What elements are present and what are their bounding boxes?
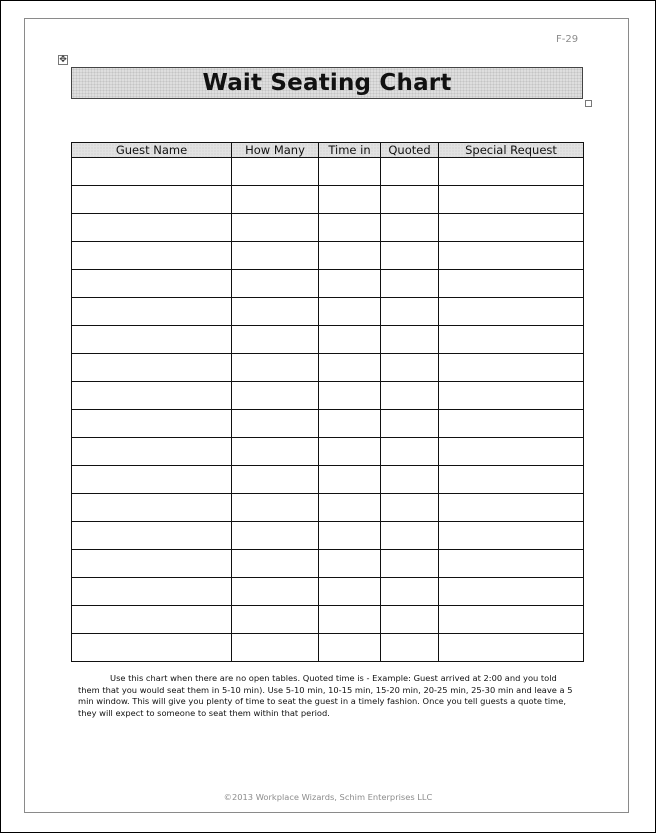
table-cell-guest-name[interactable] xyxy=(72,326,232,354)
copyright-footer: ©2013 Workplace Wizards, Schim Enterprises LLC xyxy=(223,792,433,802)
table-cell-quoted[interactable] xyxy=(381,578,439,606)
table-cell-guest-name[interactable] xyxy=(72,158,232,186)
column-header-time-in: Time in xyxy=(319,143,381,158)
table-cell-how-many[interactable] xyxy=(232,606,319,634)
table-cell-time-in[interactable] xyxy=(319,494,381,522)
table-cell-guest-name[interactable] xyxy=(72,242,232,270)
table-row xyxy=(72,382,584,410)
table-row xyxy=(72,634,584,662)
table-cell-how-many[interactable] xyxy=(232,270,319,298)
table-cell-quoted[interactable] xyxy=(381,606,439,634)
table-cell-quoted[interactable] xyxy=(381,438,439,466)
page-title: Wait Seating Chart xyxy=(202,70,452,96)
table-cell-special-request[interactable] xyxy=(439,354,584,382)
table-cell-how-many[interactable] xyxy=(232,522,319,550)
table-row xyxy=(72,522,584,550)
table-cell-guest-name[interactable] xyxy=(72,634,232,662)
table-cell-special-request[interactable] xyxy=(439,606,584,634)
table-cell-time-in[interactable] xyxy=(319,354,381,382)
table-cell-quoted[interactable] xyxy=(381,186,439,214)
table-cell-guest-name[interactable] xyxy=(72,270,232,298)
table-cell-time-in[interactable] xyxy=(319,550,381,578)
table-cell-special-request[interactable] xyxy=(439,158,584,186)
table-row xyxy=(72,326,584,354)
table-cell-how-many[interactable] xyxy=(232,466,319,494)
table-cell-guest-name[interactable] xyxy=(72,578,232,606)
table-cell-quoted[interactable] xyxy=(381,326,439,354)
table-row xyxy=(72,158,584,186)
table-header-row xyxy=(72,143,584,158)
table-cell-quoted[interactable] xyxy=(381,494,439,522)
table-cell-special-request[interactable] xyxy=(439,578,584,606)
table-cell-time-in[interactable] xyxy=(319,466,381,494)
table-cell-guest-name[interactable] xyxy=(72,522,232,550)
table-row xyxy=(72,214,584,242)
table-cell-time-in[interactable] xyxy=(319,438,381,466)
column-header-special-request: Special Request xyxy=(439,143,584,158)
table-cell-quoted[interactable] xyxy=(381,354,439,382)
table-cell-time-in[interactable] xyxy=(319,326,381,354)
table-cell-time-in[interactable] xyxy=(319,270,381,298)
column-header-guest-name: Guest Name xyxy=(72,143,232,158)
form-id: F-29 xyxy=(556,34,579,45)
table-cell-time-in[interactable] xyxy=(319,186,381,214)
table-cell-quoted[interactable] xyxy=(381,466,439,494)
table-resize-handle-icon[interactable] xyxy=(585,100,592,107)
column-header-how-many: How Many xyxy=(232,143,319,158)
table-cell-how-many[interactable] xyxy=(232,214,319,242)
table-cell-guest-name[interactable] xyxy=(72,606,232,634)
table-cell-time-in[interactable] xyxy=(319,214,381,242)
table-row xyxy=(72,298,584,326)
table-cell-time-in[interactable] xyxy=(319,298,381,326)
table-cell-how-many[interactable] xyxy=(232,242,319,270)
table-cell-special-request[interactable] xyxy=(439,270,584,298)
table-cell-special-request[interactable] xyxy=(439,298,584,326)
table-cell-special-request[interactable] xyxy=(439,634,584,662)
table-cell-time-in[interactable] xyxy=(319,522,381,550)
table-row xyxy=(72,270,584,298)
table-cell-quoted[interactable] xyxy=(381,410,439,438)
table-cell-special-request[interactable] xyxy=(439,410,584,438)
table-row xyxy=(72,466,584,494)
table-cell-special-request[interactable] xyxy=(439,522,584,550)
table-move-handle-icon[interactable]: ✥ xyxy=(59,55,67,65)
table-cell-time-in[interactable] xyxy=(319,634,381,662)
table-cell-how-many[interactable] xyxy=(232,634,319,662)
table-cell-how-many[interactable] xyxy=(232,326,319,354)
table-cell-special-request[interactable] xyxy=(439,382,584,410)
table-cell-how-many[interactable] xyxy=(232,354,319,382)
table-cell-special-request[interactable] xyxy=(439,186,584,214)
table-cell-time-in[interactable] xyxy=(319,606,381,634)
table-row xyxy=(72,242,584,270)
table-cell-guest-name[interactable] xyxy=(72,354,232,382)
table-cell-quoted[interactable] xyxy=(381,242,439,270)
table-row xyxy=(72,606,584,634)
table-row xyxy=(72,550,584,578)
table-cell-guest-name[interactable] xyxy=(72,410,232,438)
table-cell-quoted[interactable] xyxy=(381,214,439,242)
table-cell-guest-name[interactable] xyxy=(72,438,232,466)
table-cell-how-many[interactable] xyxy=(232,494,319,522)
table-cell-quoted[interactable] xyxy=(381,298,439,326)
table-cell-time-in[interactable] xyxy=(319,382,381,410)
table-cell-guest-name[interactable] xyxy=(72,186,232,214)
table-cell-guest-name[interactable] xyxy=(72,550,232,578)
table-cell-quoted[interactable] xyxy=(381,158,439,186)
table-row xyxy=(72,494,584,522)
table-cell-guest-name[interactable] xyxy=(72,494,232,522)
table-cell-time-in[interactable] xyxy=(319,158,381,186)
table-cell-special-request[interactable] xyxy=(439,438,584,466)
table-cell-how-many[interactable] xyxy=(232,578,319,606)
wait-seating-table xyxy=(71,142,584,662)
table-cell-special-request[interactable] xyxy=(439,494,584,522)
table-cell-special-request[interactable] xyxy=(439,550,584,578)
table-cell-special-request[interactable] xyxy=(439,242,584,270)
table-cell-time-in[interactable] xyxy=(319,578,381,606)
table-cell-how-many[interactable] xyxy=(232,298,319,326)
table-cell-time-in[interactable] xyxy=(319,242,381,270)
table-cell-special-request[interactable] xyxy=(439,326,584,354)
table-cell-special-request[interactable] xyxy=(439,214,584,242)
table-cell-quoted[interactable] xyxy=(381,550,439,578)
title-box xyxy=(71,67,583,99)
table-cell-guest-name[interactable] xyxy=(72,298,232,326)
instructions-text: Use this chart when there are no open tables. Quoted time is - Example: Guest arrived at 2:00 and you told them that you would seat them in 5-10 min). Use 5-10 min, 10-15 min, 15-20 min, 20-25 min, 25-30 min and leave a 5 min window. This will give you plenty of time to seat the guest in a timely fashion. Once you tell guests a quote time, they will expect to someone to seat them within that period. xyxy=(78,673,573,718)
table-cell-quoted[interactable] xyxy=(381,382,439,410)
table-row xyxy=(72,410,584,438)
table-body xyxy=(72,158,584,662)
table-cell-how-many[interactable] xyxy=(232,438,319,466)
table-row xyxy=(72,578,584,606)
table-cell-guest-name[interactable] xyxy=(72,382,232,410)
table-cell-quoted[interactable] xyxy=(381,634,439,662)
table-cell-how-many[interactable] xyxy=(232,186,319,214)
table-cell-how-many[interactable] xyxy=(232,550,319,578)
table-cell-how-many[interactable] xyxy=(232,410,319,438)
table-cell-time-in[interactable] xyxy=(319,410,381,438)
table-cell-guest-name[interactable] xyxy=(72,466,232,494)
table-cell-quoted[interactable] xyxy=(381,270,439,298)
table-cell-guest-name[interactable] xyxy=(72,214,232,242)
table-cell-special-request[interactable] xyxy=(439,466,584,494)
table-cell-quoted[interactable] xyxy=(381,522,439,550)
table-row xyxy=(72,354,584,382)
table-cell-how-many[interactable] xyxy=(232,158,319,186)
table-cell-how-many[interactable] xyxy=(232,382,319,410)
table-row xyxy=(72,186,584,214)
table-row xyxy=(72,438,584,466)
column-header-quoted: Quoted xyxy=(381,143,439,158)
